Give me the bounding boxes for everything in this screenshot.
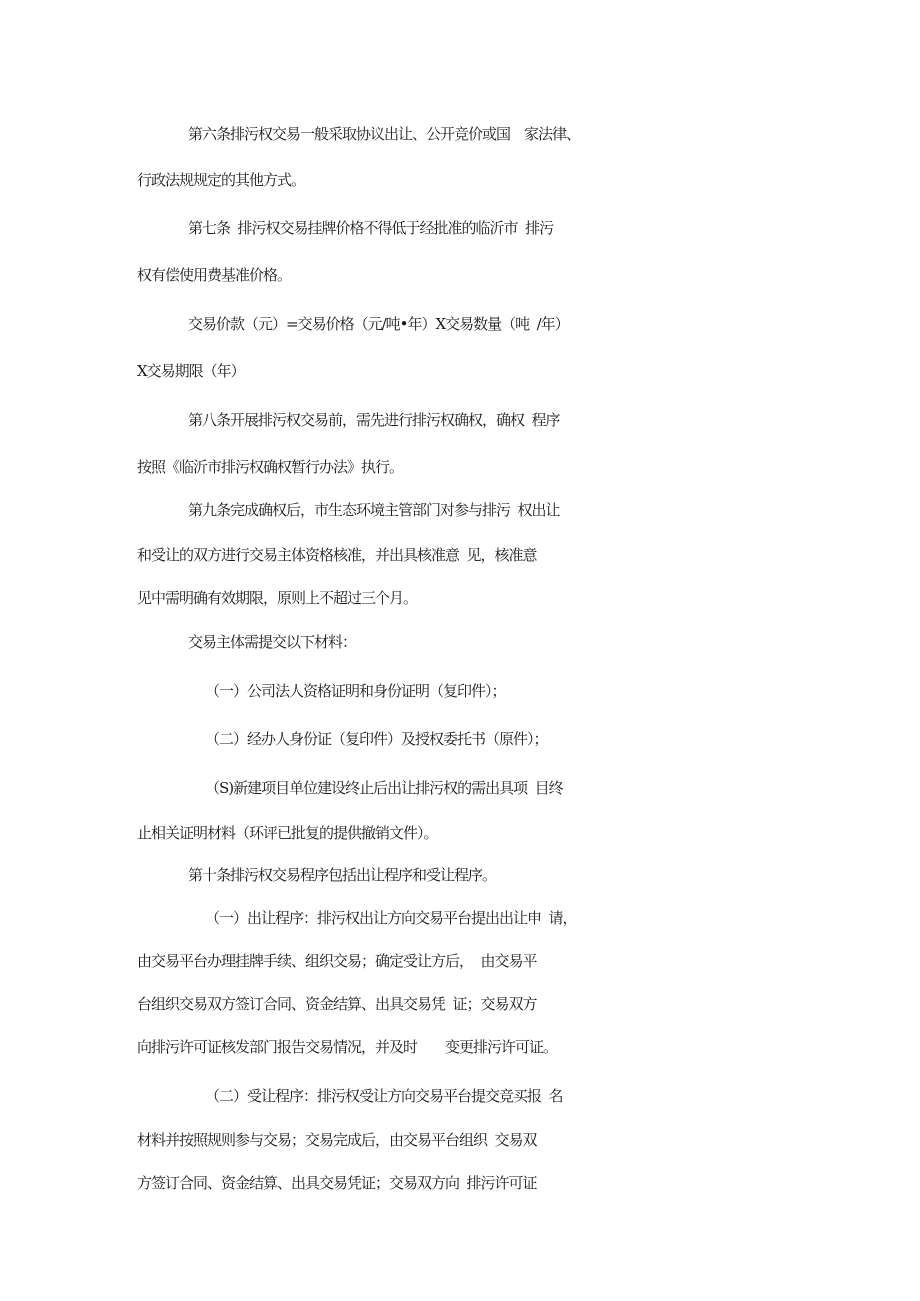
transfer-procedure-line-3: 台组织交易双方签订合同、资金结算、出具交易凭 证；交易双方 — [137, 995, 537, 1013]
formula-line-2: X交易期限（年） — [137, 362, 245, 380]
article-7-line-1: 第七条 排污权交易挂牌价格不得低于经批准的临沂市 排污 — [188, 219, 554, 237]
article-9-line-3: 见中需明确有效期限，原则上不超过三个月。 — [137, 589, 418, 607]
article-9-line-1: 第九条完成确权后，市生态环境主管部门对参与排污 权出让 — [188, 501, 560, 519]
materials-intro: 交易主体需提交以下材料： — [188, 633, 357, 651]
acquire-procedure-line-2: 材料并按照规则参与交易；交易完成后，由交易平台组织 交易双 — [137, 1131, 537, 1149]
acquire-procedure-line-1: （二）受让程序：排污权受让方向交易平台提交竞买报 名 — [205, 1087, 563, 1105]
acquire-procedure-line-3: 方签订合同、资金结算、出具交易凭证；交易双方向 排污许可证 — [137, 1174, 537, 1192]
materials-item-3-line-1: （S)新建项目单位建设终止后出让排污权的需出具项 目终 — [205, 779, 563, 797]
article-9-line-2: 和受让的双方进行交易主体资格核准，并出具核准意 见，核准意 — [137, 546, 537, 564]
article-10-line-1: 第十条排污权交易程序包括出让程序和受让程序。 — [188, 866, 497, 884]
transfer-procedure-line-1: （一）出让程序：排污权出让方向交易平台提出出让申 请， — [205, 909, 577, 927]
transfer-procedure-line-2: 由交易平台办理挂牌手续、组织交易；确定受让方后， 由交易平 — [137, 952, 537, 970]
formula-line-1: 交易价款（元）=交易价格（元/吨•年）X交易数量（吨 /年） — [188, 315, 569, 333]
article-8-line-1: 第八条开展排污权交易前，需先进行排污权确权，确权 程序 — [188, 411, 560, 429]
materials-item-2: （二）经办人身份证（复印件）及授权委托书（原件）； — [205, 730, 548, 748]
materials-item-3-line-2: 止相关证明材料（环评已批复的提供撤销文件）。 — [137, 824, 438, 842]
article-7-line-2: 权有偿使用费基准价格。 — [137, 266, 292, 284]
article-6-line-2: 行政法规规定的其他方式。 — [137, 171, 306, 189]
article-6-line-1: 第六条排污权交易一般采取协议出让、公开竞价或国 家法律、 — [188, 125, 581, 143]
transfer-procedure-line-4: 向排污许可证核发部门报告交易情况，并及时 变更排污许可证。 — [137, 1038, 558, 1056]
materials-item-1: （一）公司法人资格证明和身份证明（复印件）； — [205, 682, 506, 700]
article-8-line-2: 按照《临沂市排污权确权暂行办法》执行。 — [137, 458, 404, 476]
